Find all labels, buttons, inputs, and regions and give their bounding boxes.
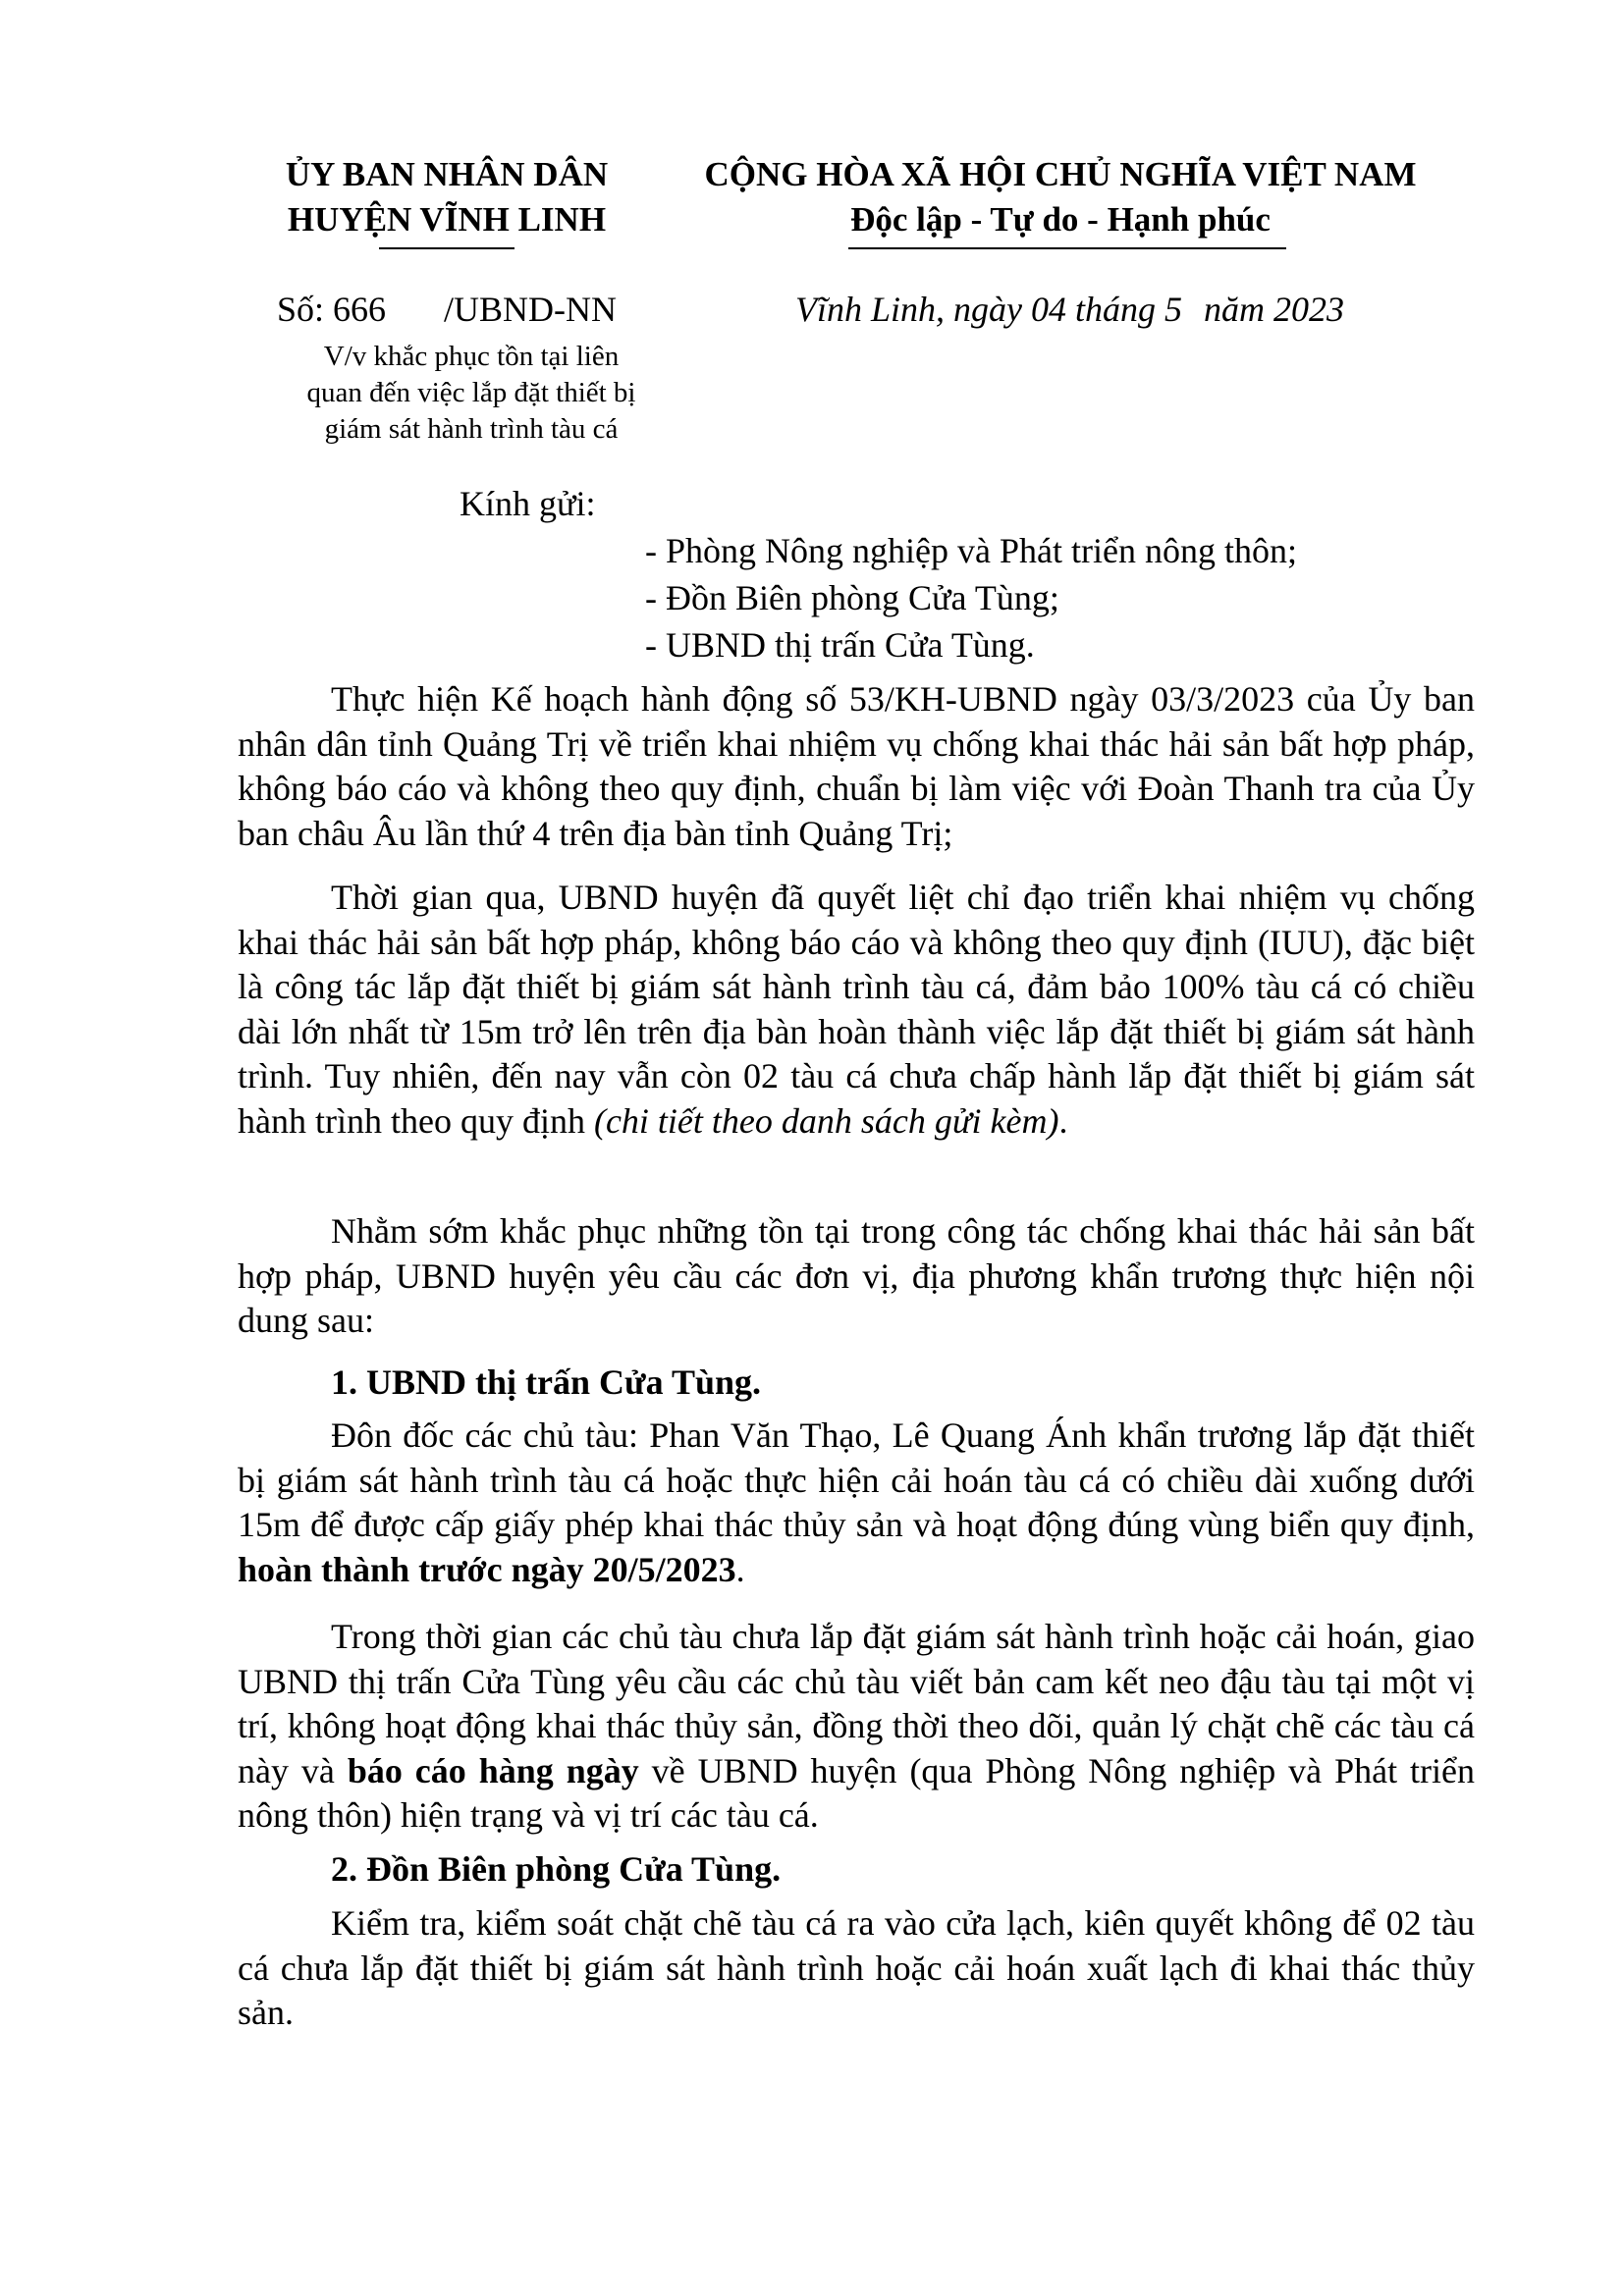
document-subject: V/v khắc phục tồn tại liên quan đến việc lắp đặt thiết bị giám sát hành trình tàu cá xyxy=(306,341,636,445)
section-heading-2: 2. Đồn Biên phòng Cửa Tùng. xyxy=(331,1849,782,1889)
issuing-organization xyxy=(250,152,643,242)
nation-line-2: Độc lập - Tự do - Hạnh phúc xyxy=(850,200,1271,239)
recipient-item: - Đồn Biên phòng Cửa Tùng; xyxy=(645,578,1059,617)
paragraph-section-1-detail: Trong thời gian các chủ tàu chưa lắp đặt giám sát hành trình hoặc cải hoán, giao UBND thị trấn Cửa Tùng yêu cầu các chủ tàu viết bản cam kết neo đậu tàu tại một vị trí, không hoạt động khai thác thủy sản, đồng thời theo dõi, quản lý chặt chẽ các tàu cá này và báo cáo hàng ngày về UBND huyện (qua Phòng Nông nghiệp và Phát triển nông thôn) hiện trạng và vị trí các tàu cá. xyxy=(238,1617,1475,1835)
motto-underline xyxy=(848,247,1286,249)
paragraph-section-2: Kiểm tra, kiểm soát chặt chẽ tàu cá ra vào cửa lạch, kiên quyết không để 02 tàu cá chưa lắp đặt thiết bị giám sát hành trình hoặc cải hoán xuất lạch đi khai thác thủy sản. xyxy=(238,1903,1475,2032)
place-date: Vĩnh Linh, ngày 04 tháng 5 năm 2023 xyxy=(795,290,1344,329)
section-heading-1: 1. UBND thị trấn Cửa Tùng. xyxy=(331,1362,762,1402)
paragraph-intro: Thực hiện Kế hoạch hành động số 53/KH-UBND ngày 03/3/2023 của Ủy ban nhân dân tỉnh Quảng Trị về triển khai nhiệm vụ chống khai thác hải sản bất hợp pháp, không báo cáo và không theo quy định, chuẩn bị làm việc với Đoàn Thanh tra của Ủy ban châu Âu lần thứ 4 trên địa bàn tỉnh Quảng Trị; xyxy=(238,679,1475,853)
recipient-item: - Phòng Nông nghiệp và Phát triển nông thôn; xyxy=(645,531,1297,570)
recipient-item: - UBND thị trấn Cửa Tùng. xyxy=(645,625,1035,665)
national-header xyxy=(668,152,1453,242)
nation-line-1: CỘNG HÒA XÃ HỘI CHỦ NGHĨA VIỆT NAM xyxy=(704,155,1417,193)
recipients-label: Kính gửi: xyxy=(460,484,596,523)
paragraph-section-1: Đôn đốc các chủ tàu: Phan Văn Thạo, Lê Quang Ánh khẩn trương lắp đặt thiết bị giám sát hành trình tàu cá hoặc thực hiện cải hoán tàu cá có chiều dài xuống dưới 15m để được cấp giấy phép khai thác thủy sản và hoạt động đúng vùng biển quy định, hoàn thành trước ngày 20/5/2023. xyxy=(238,1415,1475,1589)
org-line-1: ỦY BAN NHÂN DÂN xyxy=(285,155,609,193)
org-underline xyxy=(379,247,514,249)
org-line-2: HUYỆN VĨNH LINH xyxy=(287,200,607,239)
paragraph-request: Nhằm sớm khắc phục những tồn tại trong công tác chống khai thác hải sản bất hợp pháp, UBND huyện yêu cầu các đơn vị, địa phương khẩn trương thực hiện nội dung sau: xyxy=(238,1211,1475,1340)
paragraph-status: Thời gian qua, UBND huyện đã quyết liệt chỉ đạo triển khai nhiệm vụ chống khai thác hải sản bất hợp pháp, không báo cáo và không theo quy định (IUU), đặc biệt là công tác lắp đặt thiết bị giám sát hành trình tàu cá, đảm bảo 100% tàu cá có chiều dài lớn nhất từ 15m trở lên trên địa bàn hoàn thành việc lắp đặt thiết bị giám sát hành trình. Tuy nhiên, đến nay vẫn còn 02 tàu cá chưa chấp hành lắp đặt thiết bị giám sát hành trình theo quy định (chi tiết theo danh sách gửi kèm). xyxy=(238,878,1475,1141)
document-number: Số: 666 /UBND-NN xyxy=(277,290,617,329)
